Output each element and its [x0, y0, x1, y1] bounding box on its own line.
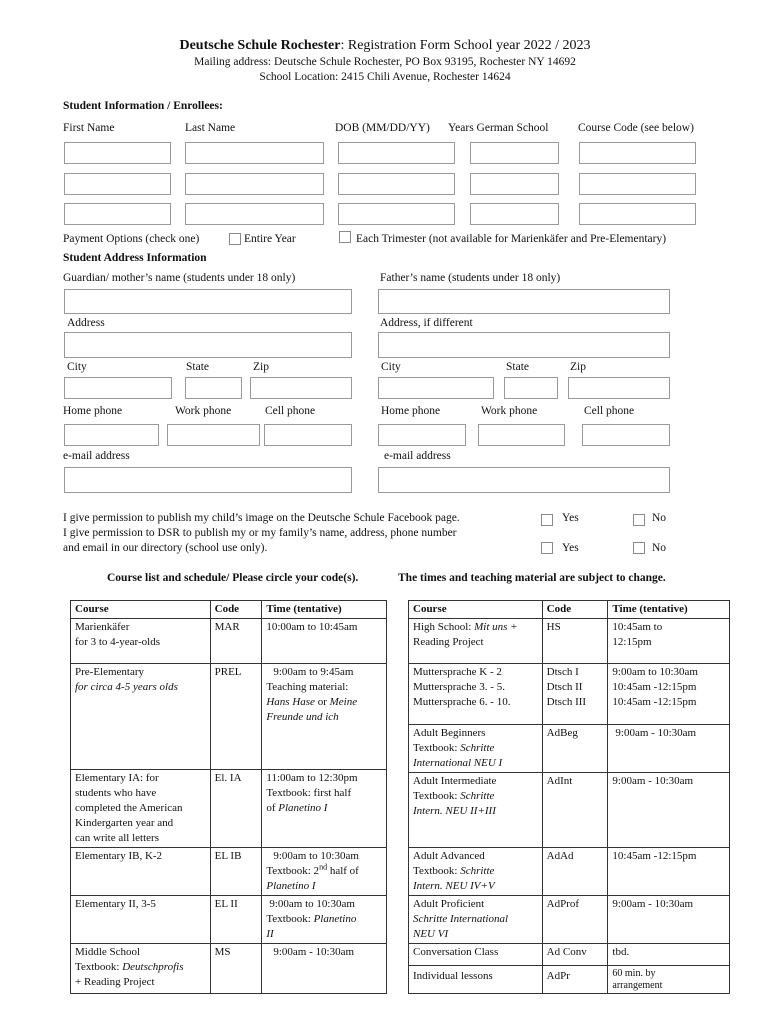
last-name-input[interactable]: [185, 173, 324, 195]
work-phone-label: Work phone: [175, 405, 232, 417]
father-name-label: Father’s name (students under 18 only): [380, 272, 561, 284]
code-column-header: Code: [542, 601, 608, 619]
course-column-header: Course: [409, 601, 543, 619]
home-phone-input[interactable]: [64, 424, 159, 446]
state-input[interactable]: [185, 377, 242, 399]
father-name-input[interactable]: [378, 289, 670, 314]
zip-label: Zip: [253, 361, 269, 373]
cell-phone-label-2: Cell phone: [584, 405, 635, 417]
cell-phone-input-2[interactable]: [582, 424, 670, 446]
years-german-input[interactable]: [470, 173, 559, 195]
directory-yes-checkbox[interactable]: [541, 542, 553, 554]
course-material: Textbook:: [75, 961, 123, 973]
code-column-header: Code: [210, 601, 262, 619]
city-label: City: [67, 361, 87, 373]
course-code[interactable]: EL II: [214, 898, 238, 910]
entire-year-label: Entire Year: [244, 233, 296, 245]
course-name: Marienkäfer: [75, 621, 130, 633]
course-code[interactable]: Dtsch III: [546, 696, 587, 708]
textbook-title: Meine: [329, 696, 358, 708]
state-input-2[interactable]: [504, 377, 558, 399]
textbook-title: Planetino I: [266, 880, 316, 892]
state-label: State: [186, 361, 209, 373]
years-german-input[interactable]: [470, 142, 559, 164]
home-phone-label-2: Home phone: [381, 405, 441, 417]
course-code[interactable]: Dtsch I: [546, 666, 579, 678]
textbook-title: Schritte International: [413, 913, 509, 925]
address-label: Address: [67, 317, 105, 329]
course-name: Adult Proficient: [413, 898, 485, 910]
facebook-no-checkbox[interactable]: [633, 514, 645, 526]
directory-yes-label: Yes: [562, 542, 579, 554]
textbook-title: II: [266, 928, 274, 940]
course-name: Muttersprache K - 2: [413, 666, 502, 678]
course-desc: Reading Project: [413, 636, 484, 648]
course-name: Adult Intermediate: [413, 775, 497, 787]
textbook-title: Schritte: [460, 865, 495, 877]
course-name: Adult Beginners: [413, 727, 486, 739]
course-time: 11:00am to 12:30pm: [266, 772, 358, 784]
dob-input[interactable]: [338, 173, 455, 195]
ordinal-suffix: nd: [319, 862, 328, 872]
table-row: [71, 770, 387, 848]
table-row: [71, 944, 387, 994]
table-row: [409, 848, 730, 896]
course-column-header: Course: [71, 601, 211, 619]
course-material: Textbook:: [413, 742, 461, 754]
course-name: Muttersprache 6. - 10.: [413, 696, 511, 708]
course-desc: students who have: [75, 787, 157, 799]
course-desc: + Reading Project: [75, 976, 155, 988]
course-time: 10:00am to 10:45am: [266, 621, 358, 633]
course-material: Teaching material:: [266, 681, 349, 693]
table-row: [71, 848, 387, 896]
school-name: Deutsche Schule Rochester: [179, 38, 341, 53]
mailing-address: Mailing address: Deutsche Schule Rochester, PO Box 93195, Rochester NY 14692: [194, 56, 576, 68]
dob-label: DOB (MM/DD/YY): [335, 122, 430, 134]
course-desc: Kindergarten year and: [75, 817, 174, 829]
table-row: [71, 664, 387, 770]
course-code[interactable]: Ad Conv: [546, 946, 587, 958]
table-row: [409, 896, 730, 944]
course-time: 10:45am to: [612, 621, 663, 633]
payment-options-label: Payment Options (check one): [63, 233, 200, 245]
table-header-row: [409, 601, 730, 619]
address-heading: Student Address Information: [63, 252, 207, 264]
course-time: 9:00am - 10:30am: [615, 727, 697, 739]
dob-input[interactable]: [338, 203, 455, 225]
course-time: 9:00am - 10:30am: [273, 946, 355, 958]
course-name: Pre-Elementary: [75, 666, 145, 678]
course-code[interactable]: EL IB: [214, 850, 242, 862]
city-input-2[interactable]: [378, 377, 494, 399]
table-row: [409, 773, 730, 848]
course-time: 9:00am to 10:30am: [269, 898, 355, 910]
course-table-right: [408, 600, 730, 994]
course-time: tbd.: [612, 946, 630, 958]
textbook-title: Mit uns +: [474, 621, 518, 633]
table-row: [409, 966, 730, 994]
guardian-name-input[interactable]: [64, 289, 352, 314]
course-name: Conversation Class: [413, 946, 499, 958]
course-time: 10:45am -12:15pm: [612, 850, 697, 862]
textbook-title: Freunde und ich: [266, 711, 339, 723]
home-phone-input-2[interactable]: [378, 424, 466, 446]
directory-no-label: No: [652, 542, 667, 554]
course-code-input[interactable]: [579, 173, 696, 195]
table-row: [409, 725, 730, 773]
zip-input-2[interactable]: [568, 377, 670, 399]
course-time: 9:00am to 10:30am: [273, 850, 359, 862]
facebook-no-label: No: [652, 512, 667, 524]
city-input[interactable]: [64, 377, 172, 399]
table-row: [71, 896, 387, 944]
course-name: Elementary IB, K-2: [75, 850, 163, 862]
work-phone-label-2: Work phone: [481, 405, 538, 417]
textbook-title: Schritte: [460, 742, 495, 754]
textbook-title: Hans Hase: [266, 696, 315, 708]
course-name: High School:: [413, 621, 475, 633]
textbook-title: NEU VI: [413, 928, 449, 940]
course-code[interactable]: AdAd: [546, 850, 574, 862]
course-material: half of: [327, 865, 359, 877]
course-code[interactable]: MAR: [214, 621, 240, 633]
course-code[interactable]: AdPr: [546, 970, 570, 982]
course-material: Textbook: 2: [266, 865, 320, 877]
course-code[interactable]: El. IA: [214, 772, 242, 784]
each-trimester-checkbox[interactable]: [339, 231, 351, 243]
course-time: 10:45am -12:15pm: [612, 696, 697, 708]
student-info-heading: Student Information / Enrollees:: [63, 100, 223, 112]
first-name-label: First Name: [63, 122, 115, 134]
course-time: 9:00am to 10:30am: [612, 666, 698, 678]
course-name: Adult Advanced: [413, 850, 485, 862]
course-code-input[interactable]: [579, 203, 696, 225]
directory-permission-text-1: I give permission to DSR to publish my or my family’s name, address, phone number: [63, 527, 457, 539]
entire-year-checkbox[interactable]: [229, 233, 241, 245]
course-time: 9:00am to 9:45am: [273, 666, 354, 678]
dob-input[interactable]: [338, 142, 455, 164]
years-german-input[interactable]: [470, 203, 559, 225]
course-code[interactable]: Dtsch II: [546, 681, 583, 693]
table-row: [71, 619, 387, 664]
course-table-left: [70, 600, 387, 994]
textbook-title: Deutschprofis: [122, 961, 184, 973]
course-name: Middle School: [75, 946, 141, 958]
email-input[interactable]: [64, 467, 352, 493]
course-desc: completed the American: [75, 802, 183, 814]
work-phone-input-2[interactable]: [478, 424, 565, 446]
course-time: arrangement: [612, 980, 663, 991]
textbook-title: Schritte: [460, 790, 495, 802]
course-material: Textbook:: [266, 913, 314, 925]
course-material: Textbook:: [413, 865, 461, 877]
directory-no-checkbox[interactable]: [633, 542, 645, 554]
facebook-yes-checkbox[interactable]: [541, 514, 553, 526]
textbook-title: Planetino I: [278, 802, 328, 814]
email-label: e-mail address: [63, 450, 130, 462]
course-material: Textbook: first half: [266, 787, 352, 799]
course-time: 60 min. by: [612, 968, 656, 979]
course-name: Elementary IA: for: [75, 772, 159, 784]
course-list-note: Course list and schedule/ Please circle your code(s).: [107, 572, 359, 584]
facebook-yes-label: Yes: [562, 512, 579, 524]
course-material: Textbook:: [413, 790, 461, 802]
course-desc: can write all letters: [75, 832, 159, 844]
home-phone-label: Home phone: [63, 405, 123, 417]
course-code[interactable]: MS: [214, 946, 231, 958]
course-code[interactable]: HS: [546, 621, 561, 633]
facebook-permission-text: I give permission to publish my child’s image on the Deutsche Schule Facebook page.: [63, 512, 460, 524]
table-row: [409, 944, 730, 966]
table-row: [409, 664, 730, 725]
textbook-title: Planetino: [313, 913, 357, 925]
textbook-or: or: [314, 696, 330, 708]
first-name-input[interactable]: [64, 142, 171, 164]
work-phone-input[interactable]: [167, 424, 260, 446]
address-input[interactable]: [64, 332, 352, 358]
form-title-rest: : Registration Form School year 2022 / 2023: [340, 38, 591, 53]
course-code-input[interactable]: [579, 142, 696, 164]
zip-label-2: Zip: [570, 361, 586, 373]
course-code-label: Course Code (see below): [578, 122, 694, 134]
last-name-input[interactable]: [185, 203, 324, 225]
first-name-input[interactable]: [64, 173, 171, 195]
cell-phone-label: Cell phone: [265, 405, 316, 417]
course-time: 10:45am -12:15pm: [612, 681, 697, 693]
time-column-header: Time (tentative): [608, 601, 730, 619]
directory-permission-text-2: and email in our directory (school use only).: [63, 542, 268, 554]
course-desc: for circa 4-5 years olds: [75, 681, 178, 693]
textbook-title: Intern. NEU IV+V: [413, 880, 495, 892]
form-title: [0, 38, 770, 54]
state-label-2: State: [506, 361, 529, 373]
address-different-label: Address, if different: [380, 317, 473, 329]
textbook-prefix: of: [266, 802, 279, 814]
zip-input[interactable]: [250, 377, 352, 399]
course-time: 9:00am - 10:30am: [612, 898, 694, 910]
guardian-name-label: Guardian/ mother’s name (students under 18 only): [63, 272, 296, 284]
course-name: Muttersprache 3. - 5.: [413, 681, 505, 693]
course-code[interactable]: PREL: [214, 666, 242, 678]
years-german-label: Years German School: [448, 122, 549, 134]
each-trimester-label: Each Trimester (not available for Marienkäfer and Pre-Elementary): [356, 233, 667, 245]
course-code[interactable]: AdProf: [546, 898, 580, 910]
address-different-input[interactable]: [378, 332, 670, 358]
course-code[interactable]: AdInt: [546, 775, 573, 787]
email-input-2[interactable]: [378, 467, 670, 493]
last-name-input[interactable]: [185, 142, 324, 164]
textbook-title: Intern. NEU II+III: [413, 805, 496, 817]
textbook-title: International NEU I: [413, 757, 503, 769]
table-row: [409, 619, 730, 664]
course-name: Elementary II, 3-5: [75, 898, 156, 910]
time-column-header: Time (tentative): [262, 601, 387, 619]
table-header-row: [71, 601, 387, 619]
city-label-2: City: [381, 361, 401, 373]
last-name-label: Last Name: [185, 122, 236, 134]
course-desc: for 3 to 4-year-olds: [75, 636, 161, 648]
course-time: 12:15pm: [612, 636, 652, 648]
course-name: Individual lessons: [413, 970, 493, 982]
school-location: School Location: 2415 Chili Avenue, Rochester 14624: [259, 71, 511, 83]
email-label-2: e-mail address: [384, 450, 451, 462]
times-subject-note: The times and teaching material are subject to change.: [398, 572, 666, 584]
course-code[interactable]: AdBeg: [546, 727, 578, 739]
cell-phone-input[interactable]: [264, 424, 352, 446]
course-time: 9:00am - 10:30am: [612, 775, 694, 787]
first-name-input[interactable]: [64, 203, 171, 225]
